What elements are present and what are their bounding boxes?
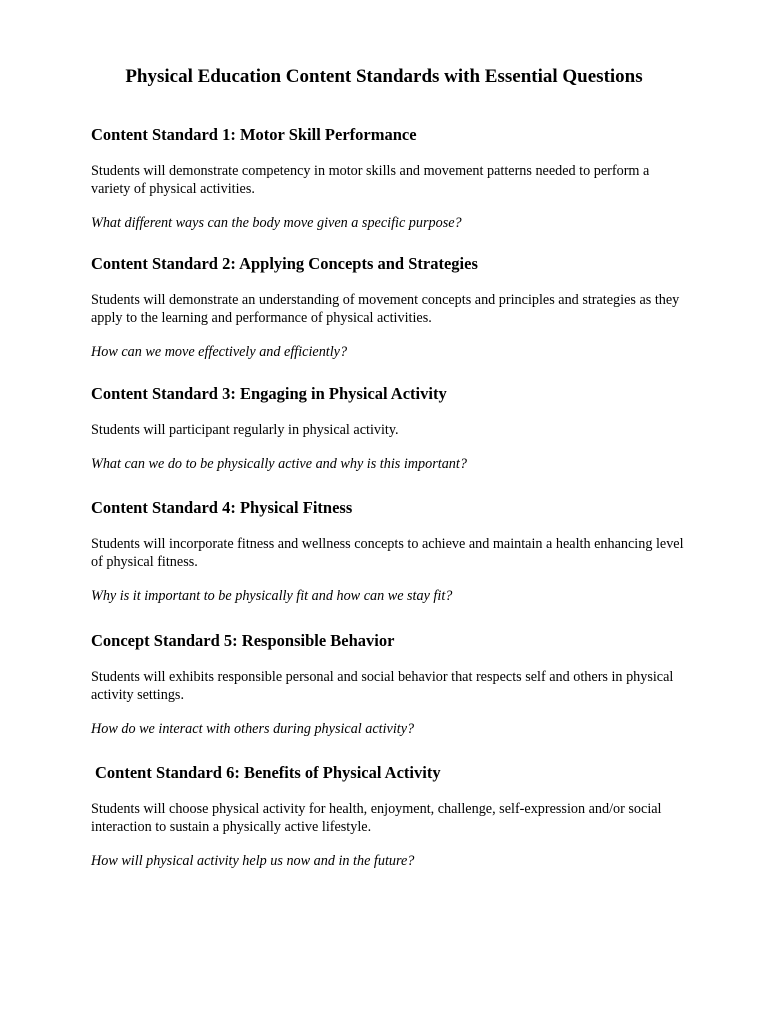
content-standard-5 xyxy=(91,630,691,738)
standard-heading: Content Standard 2: Applying Concepts and Strategies xyxy=(91,254,478,273)
standard-heading: Content Standard 3: Engaging in Physical Activity xyxy=(91,384,447,403)
standard-description: Students will exhibits responsible personal and social behavior that respects self and others in physical activity settings. xyxy=(91,669,674,703)
essential-question: What different ways can the body move given a specific purpose? xyxy=(91,215,462,231)
standard-heading: Concept Standard 5: Responsible Behavior xyxy=(91,631,395,650)
standard-heading: Content Standard 6: Benefits of Physical Activity xyxy=(95,763,441,782)
content-standard-2 xyxy=(91,253,691,361)
standard-heading: Content Standard 1: Motor Skill Performance xyxy=(91,125,417,144)
essential-question: What can we do to be physically active and why is this important? xyxy=(91,456,467,472)
essential-question: Why is it important to be physically fit and how can we stay fit? xyxy=(91,588,453,604)
standard-description: Students will participant regularly in physical activity. xyxy=(91,422,399,438)
essential-question: How will physical activity help us now and in the future? xyxy=(91,853,415,869)
standard-heading: Content Standard 4: Physical Fitness xyxy=(91,498,353,517)
essential-question: How do we interact with others during physical activity? xyxy=(91,721,415,737)
content-standard-3 xyxy=(91,383,691,473)
standard-description: Students will demonstrate an understanding of movement concepts and principles and strategies as they apply to the learning and performance of physical activities. xyxy=(91,292,680,326)
document-title: Physical Education Content Standards with Essential Questions xyxy=(125,66,643,87)
content-standard-6 xyxy=(91,762,691,870)
standard-description: Students will demonstrate competency in motor skills and movement patterns needed to perform a variety of physical activities. xyxy=(91,163,650,197)
standard-description: Students will incorporate fitness and wellness concepts to achieve and maintain a health enhancing level of physical fitness. xyxy=(91,536,684,570)
standard-description: Students will choose physical activity for health, enjoyment, challenge, self-expression and/or social interaction to sustain a physically active lifestyle. xyxy=(91,801,662,835)
content-standard-1 xyxy=(91,124,691,232)
content-standard-4 xyxy=(91,497,691,605)
essential-question: How can we move effectively and efficiently? xyxy=(91,344,348,360)
